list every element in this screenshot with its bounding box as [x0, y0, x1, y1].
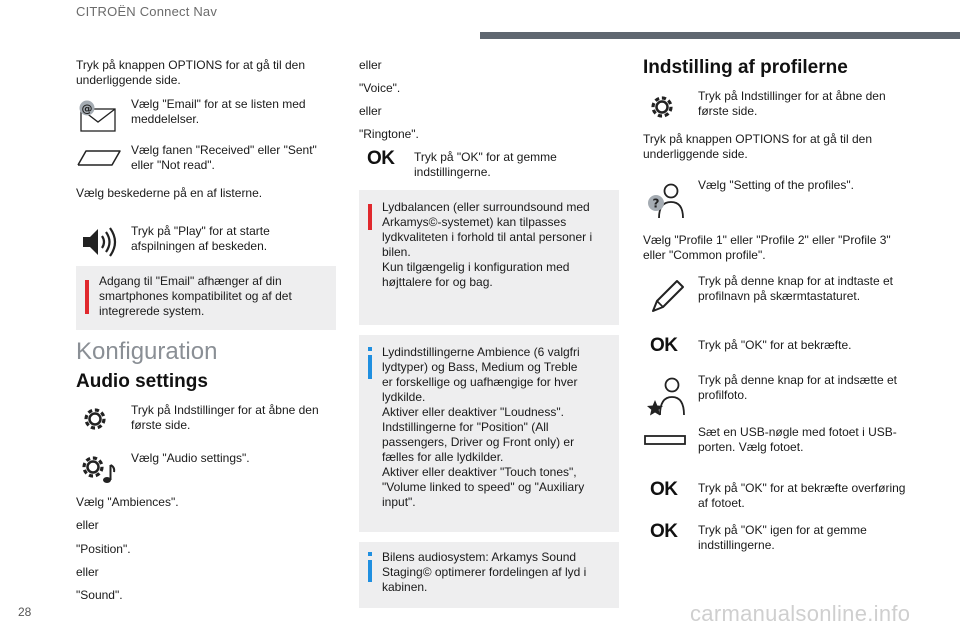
speaker-icon	[80, 224, 120, 260]
or-text-1: eller	[76, 518, 99, 532]
email-icon	[77, 97, 119, 135]
setting-profiles-text: Vælg "Setting of the profiles".	[698, 178, 854, 192]
ringtone-text: "Ringtone".	[359, 127, 419, 141]
heading-profiles: Indstilling af profilerne	[643, 57, 848, 78]
ok-save-text: Tryk på "OK" igen for at gemme indstillingerne.	[698, 523, 867, 552]
warning-bar	[85, 280, 89, 310]
col3-options-text: Tryk på knappen OPTIONS for at gå til den underliggende side.	[643, 132, 872, 161]
play-text: Tryk på "Play" for at starte afspilningen af beskeden.	[131, 224, 270, 253]
ok-icon: OK	[650, 335, 678, 356]
balance-warning-note	[359, 190, 619, 325]
usb-text: Sæt en USB-nøgle med fotoet i USB-porten. Vælg fotoet.	[698, 425, 897, 454]
warning-bar	[368, 204, 372, 226]
warning-dot	[85, 310, 89, 314]
received-text: Vælg fanen "Received" eller "Sent" eller "Not read".	[131, 143, 317, 172]
ok-icon: OK	[650, 521, 678, 542]
ambience-info-text: Lydindstillingerne Ambience (6 valgfri lydtyper) og Bass, Medium og Treble er forskellige og uafhængige for hver lydkilde. Aktiver eller deaktiver "Loudness". Indstillingerne for "Position" (All passengers, Driver og Front only) er fælles for alle lydkilder. Aktiver eller deaktiver "Touch tones", "Volume linked to speed" og "Auxiliary input".	[382, 345, 585, 509]
settings-gear-icon	[647, 92, 677, 122]
heading-audio-settings: Audio settings	[76, 371, 208, 392]
page-number: 28	[18, 605, 32, 619]
col2-or-text-2: eller	[359, 104, 382, 118]
svg-text:@: @	[81, 102, 93, 115]
email-warning-text: Adgang til "Email" afhænger af din smartphones kompatibilitet og af det integrerede system.	[99, 274, 292, 318]
heading-konfiguration: Konfiguration	[76, 338, 218, 365]
ok-save-text: Tryk på "OK" for at gemme indstillingerne.	[414, 150, 557, 179]
audio-gear-icon	[79, 452, 119, 486]
usb-port-icon	[644, 433, 686, 447]
settings-gear-icon	[80, 404, 110, 434]
photo-text: Tryk på denne knap for at indsætte et profilfoto.	[698, 373, 898, 402]
voice-text: "Voice".	[359, 81, 401, 95]
col1-select-text: Vælg beskederne på en af listerne.	[76, 186, 263, 200]
ok-photo-text: Tryk på "OK" for at bekræfte overføring af fotoet.	[698, 481, 906, 510]
audio-settings-text: Vælg "Audio settings".	[131, 451, 250, 465]
col2-or-text-1: eller	[359, 58, 382, 72]
position-text: "Position".	[76, 542, 131, 556]
warning-dot	[368, 226, 372, 230]
email-warning-note	[76, 266, 336, 330]
arkamys-info-note	[359, 542, 619, 608]
col1-options-text: Tryk på knappen OPTIONS for at gå til den underliggende side.	[76, 58, 305, 87]
profile-question-icon	[645, 180, 687, 220]
profile-select-text: Vælg "Profile 1" eller "Profile 2" eller "Profile 3" eller "Common profile".	[643, 233, 891, 262]
profiles-settings-text: Tryk på Indstillinger for at åbne den første side.	[698, 89, 886, 118]
ok-icon: OK	[650, 479, 678, 500]
audio-settings-open-text: Tryk på Indstillinger for at åbne den første side.	[131, 403, 319, 432]
ambiences-text: Vælg "Ambiences".	[76, 495, 179, 509]
info-bar-dot	[368, 552, 372, 556]
tab-icon	[76, 145, 122, 169]
sound-text: "Sound".	[76, 588, 123, 602]
info-bar	[368, 560, 372, 582]
info-bar	[368, 355, 372, 379]
header-title: CITROËN Connect Nav	[76, 4, 218, 19]
ambience-info-note	[359, 335, 619, 532]
arkamys-info-text: Bilens audiosystem: Arkamys Sound Staging© optimerer fordelingen af lyd i kabinen.	[382, 550, 587, 594]
or-text-2: eller	[76, 565, 99, 579]
ok-confirm-text: Tryk på "OK" for at bekræfte.	[698, 338, 852, 352]
watermark: carmanualsonline.info	[690, 601, 911, 626]
svg-text:?: ?	[652, 196, 660, 211]
header-bar	[480, 32, 960, 39]
balance-warning-text: Lydbalancen (eller surroundsound med Arkamys©-systemet) kan tilpasses lydkvaliteten i forhold til antal personer i bilen. Kun tilgængelig i konfiguration med højttalere for og bag.	[382, 200, 593, 289]
profile-photo-icon	[645, 375, 687, 417]
pencil-icon	[647, 277, 687, 317]
info-bar-dot	[368, 347, 372, 351]
email-text: Vælg "Email" for at se listen med meddelelser.	[131, 97, 306, 126]
ok-icon: OK	[367, 148, 395, 169]
pencil-text: Tryk på denne knap for at indtaste et profilnavn på skærmtastaturet.	[698, 274, 894, 303]
